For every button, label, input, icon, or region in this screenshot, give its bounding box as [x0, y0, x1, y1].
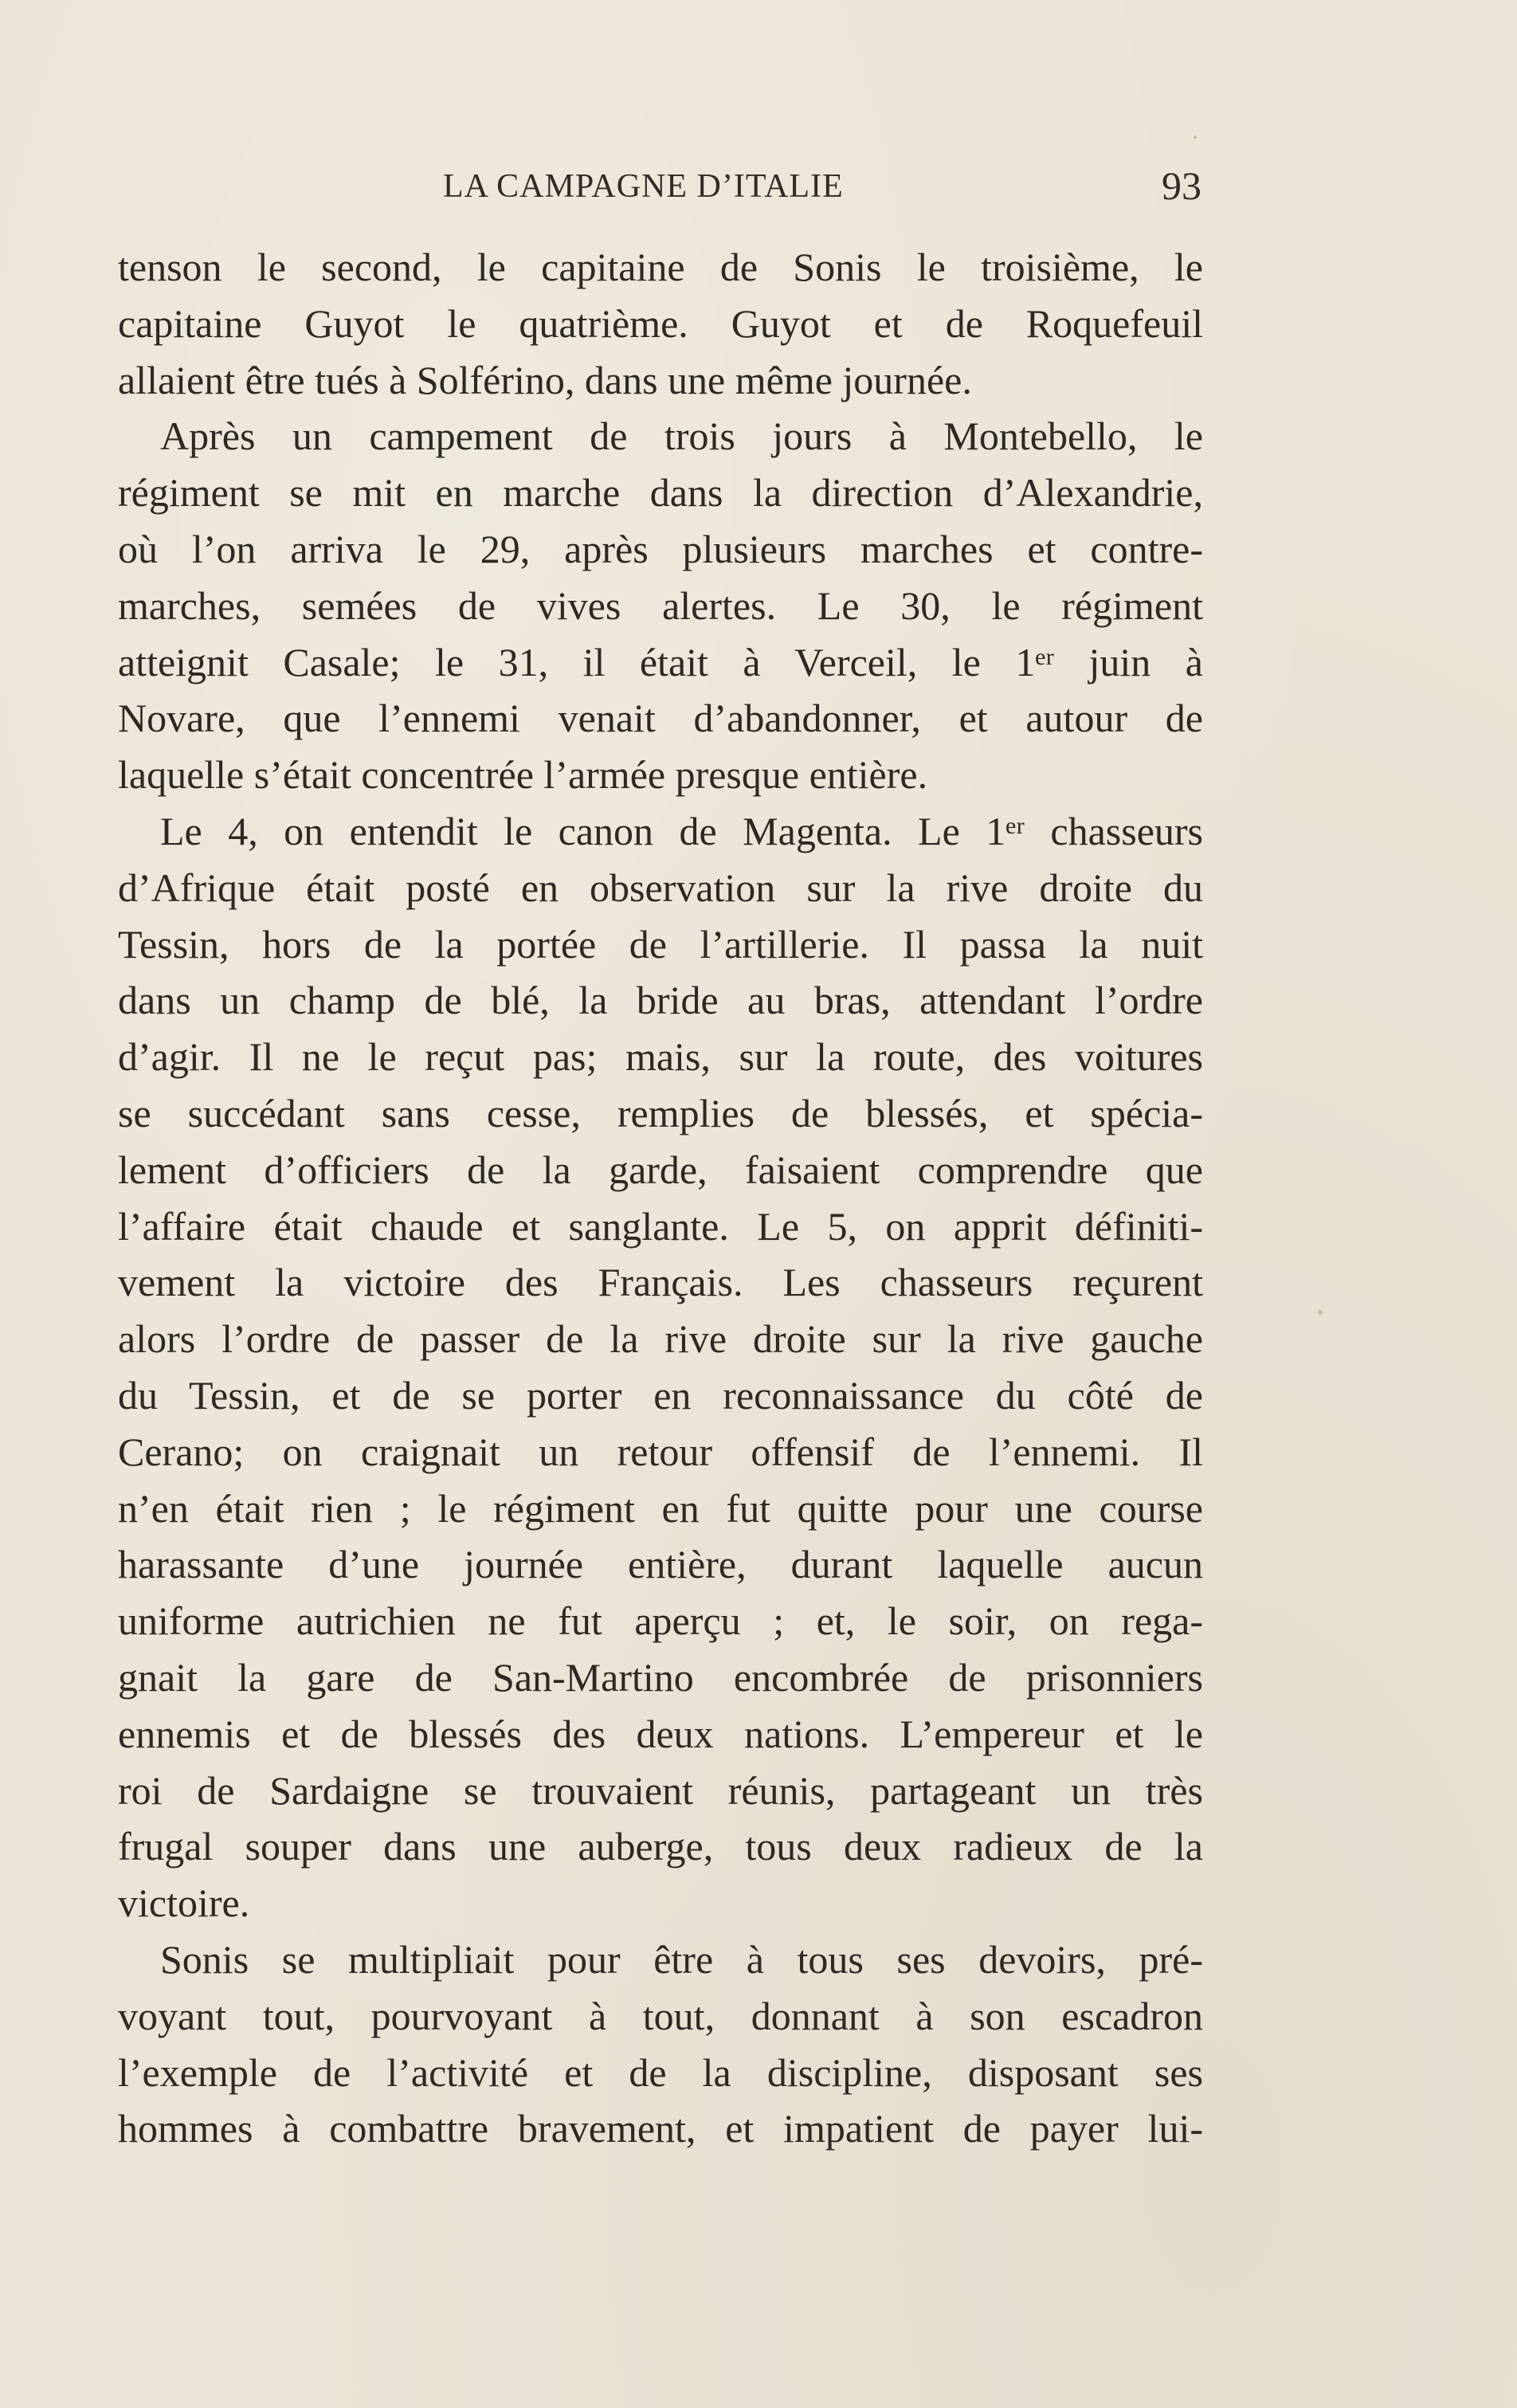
text-line: marches, semées de vives alertes. Le 30, le régiment	[118, 582, 1203, 628]
text-line: ennemis et de blessés des deux nations. L’empereur et le	[118, 1711, 1203, 1756]
paragraph-3	[118, 803, 1203, 1931]
text-line: voyant tout, pourvoyant à tout, donnant à son escadron	[118, 1993, 1203, 2038]
text-line: n’en était rien ; le régiment en fut quitte pour une course	[118, 1485, 1203, 1531]
paper-speck	[1194, 135, 1197, 139]
paragraph-4	[118, 1931, 1203, 2157]
text-line: harassante d’une journée entière, durant laquelle aucun	[118, 1542, 1203, 1587]
text-line: d’Afrique était posté en observation sur la rive droite du	[118, 865, 1203, 910]
text-line: du Tessin, et de se porter en reconnaissance du côté de	[118, 1372, 1203, 1418]
running-head	[0, 163, 1517, 215]
text-line: gnait la gare de San-Martino encombrée de prisonniers	[118, 1654, 1203, 1700]
text-line: l’affaire était chaude et sanglante. Le 5, on apprit définiti-	[118, 1203, 1203, 1249]
text-line: laquelle s’était concentrée l’armée presque entière.	[118, 752, 928, 798]
text-line: Sonis se multipliait pour être à tous ses devoirs, pré-	[160, 1936, 1203, 1982]
text-line: hommes à combattre bravement, et impatient de payer lui-	[118, 2106, 1203, 2151]
text-line: frugal souper dans une auberge, tous deux radieux de la	[118, 1824, 1203, 1869]
text-line: Cerano; on craignait un retour offensif de l’ennemi. Il	[118, 1429, 1203, 1474]
text-line: allaient être tués à Solférino, dans une même journée.	[118, 357, 972, 402]
text-line: tenson le second, le capitaine de Sonis le troisième, le	[118, 245, 1203, 289]
text-line: uniforme autrichien ne fut aperçu ; et, le soir, on rega-	[118, 1598, 1203, 1644]
text-line: lement d’officiers de la garde, faisaient comprendre que	[118, 1147, 1203, 1192]
text-line: Le 4, on entendit le canon de Magenta. Le 1ᵉʳ chasseurs	[160, 808, 1203, 853]
text-line: roi de Sardaigne se trouvaient réunis, partageant un très	[118, 1767, 1203, 1813]
paragraph-1	[118, 239, 1203, 408]
text-line: l’exemple de l’activité et de la discipline, disposant ses	[118, 2049, 1203, 2095]
page-number: 93	[1162, 163, 1201, 208]
text-line: dans un champ de blé, la bride au bras, attendant l’ordre	[118, 978, 1203, 1023]
paper-speck	[1318, 1310, 1323, 1315]
text-line: atteignit Casale; le 31, il était à Verceil, le 1ᵉʳ juin à	[118, 639, 1203, 684]
text-line: Après un campement de trois jours à Montebello, le	[160, 414, 1203, 459]
text-line: vement la victoire des Français. Les chasseurs reçurent	[118, 1260, 1203, 1305]
text-line: victoire.	[118, 1881, 250, 1926]
text-line: Tessin, hors de la portée de l’artillerie. Il passa la nuit	[118, 921, 1203, 967]
text-line: alors l’ordre de passer de la rive droite sur la rive gauche	[118, 1316, 1203, 1362]
text-line: capitaine Guyot le quatrième. Guyot et de Roquefeuil	[118, 300, 1203, 346]
text-line: régiment se mit en marche dans la direction d’Alexandrie,	[118, 470, 1203, 516]
text-line: Novare, que l’ennemi venait d’abandonner, et autour de	[118, 696, 1203, 741]
running-title: LA CAMPAGNE D’ITALIE	[443, 168, 844, 205]
body-text	[118, 239, 1203, 2157]
text-line: où l’on arriva le 29, après plusieurs marches et contre-	[118, 526, 1203, 571]
text-line: se succédant sans cesse, remplies de blessés, et spécia-	[118, 1090, 1203, 1135]
text-line: d’agir. Il ne le reçut pas; mais, sur la route, des voitures	[118, 1034, 1203, 1080]
paragraph-2	[118, 408, 1203, 803]
